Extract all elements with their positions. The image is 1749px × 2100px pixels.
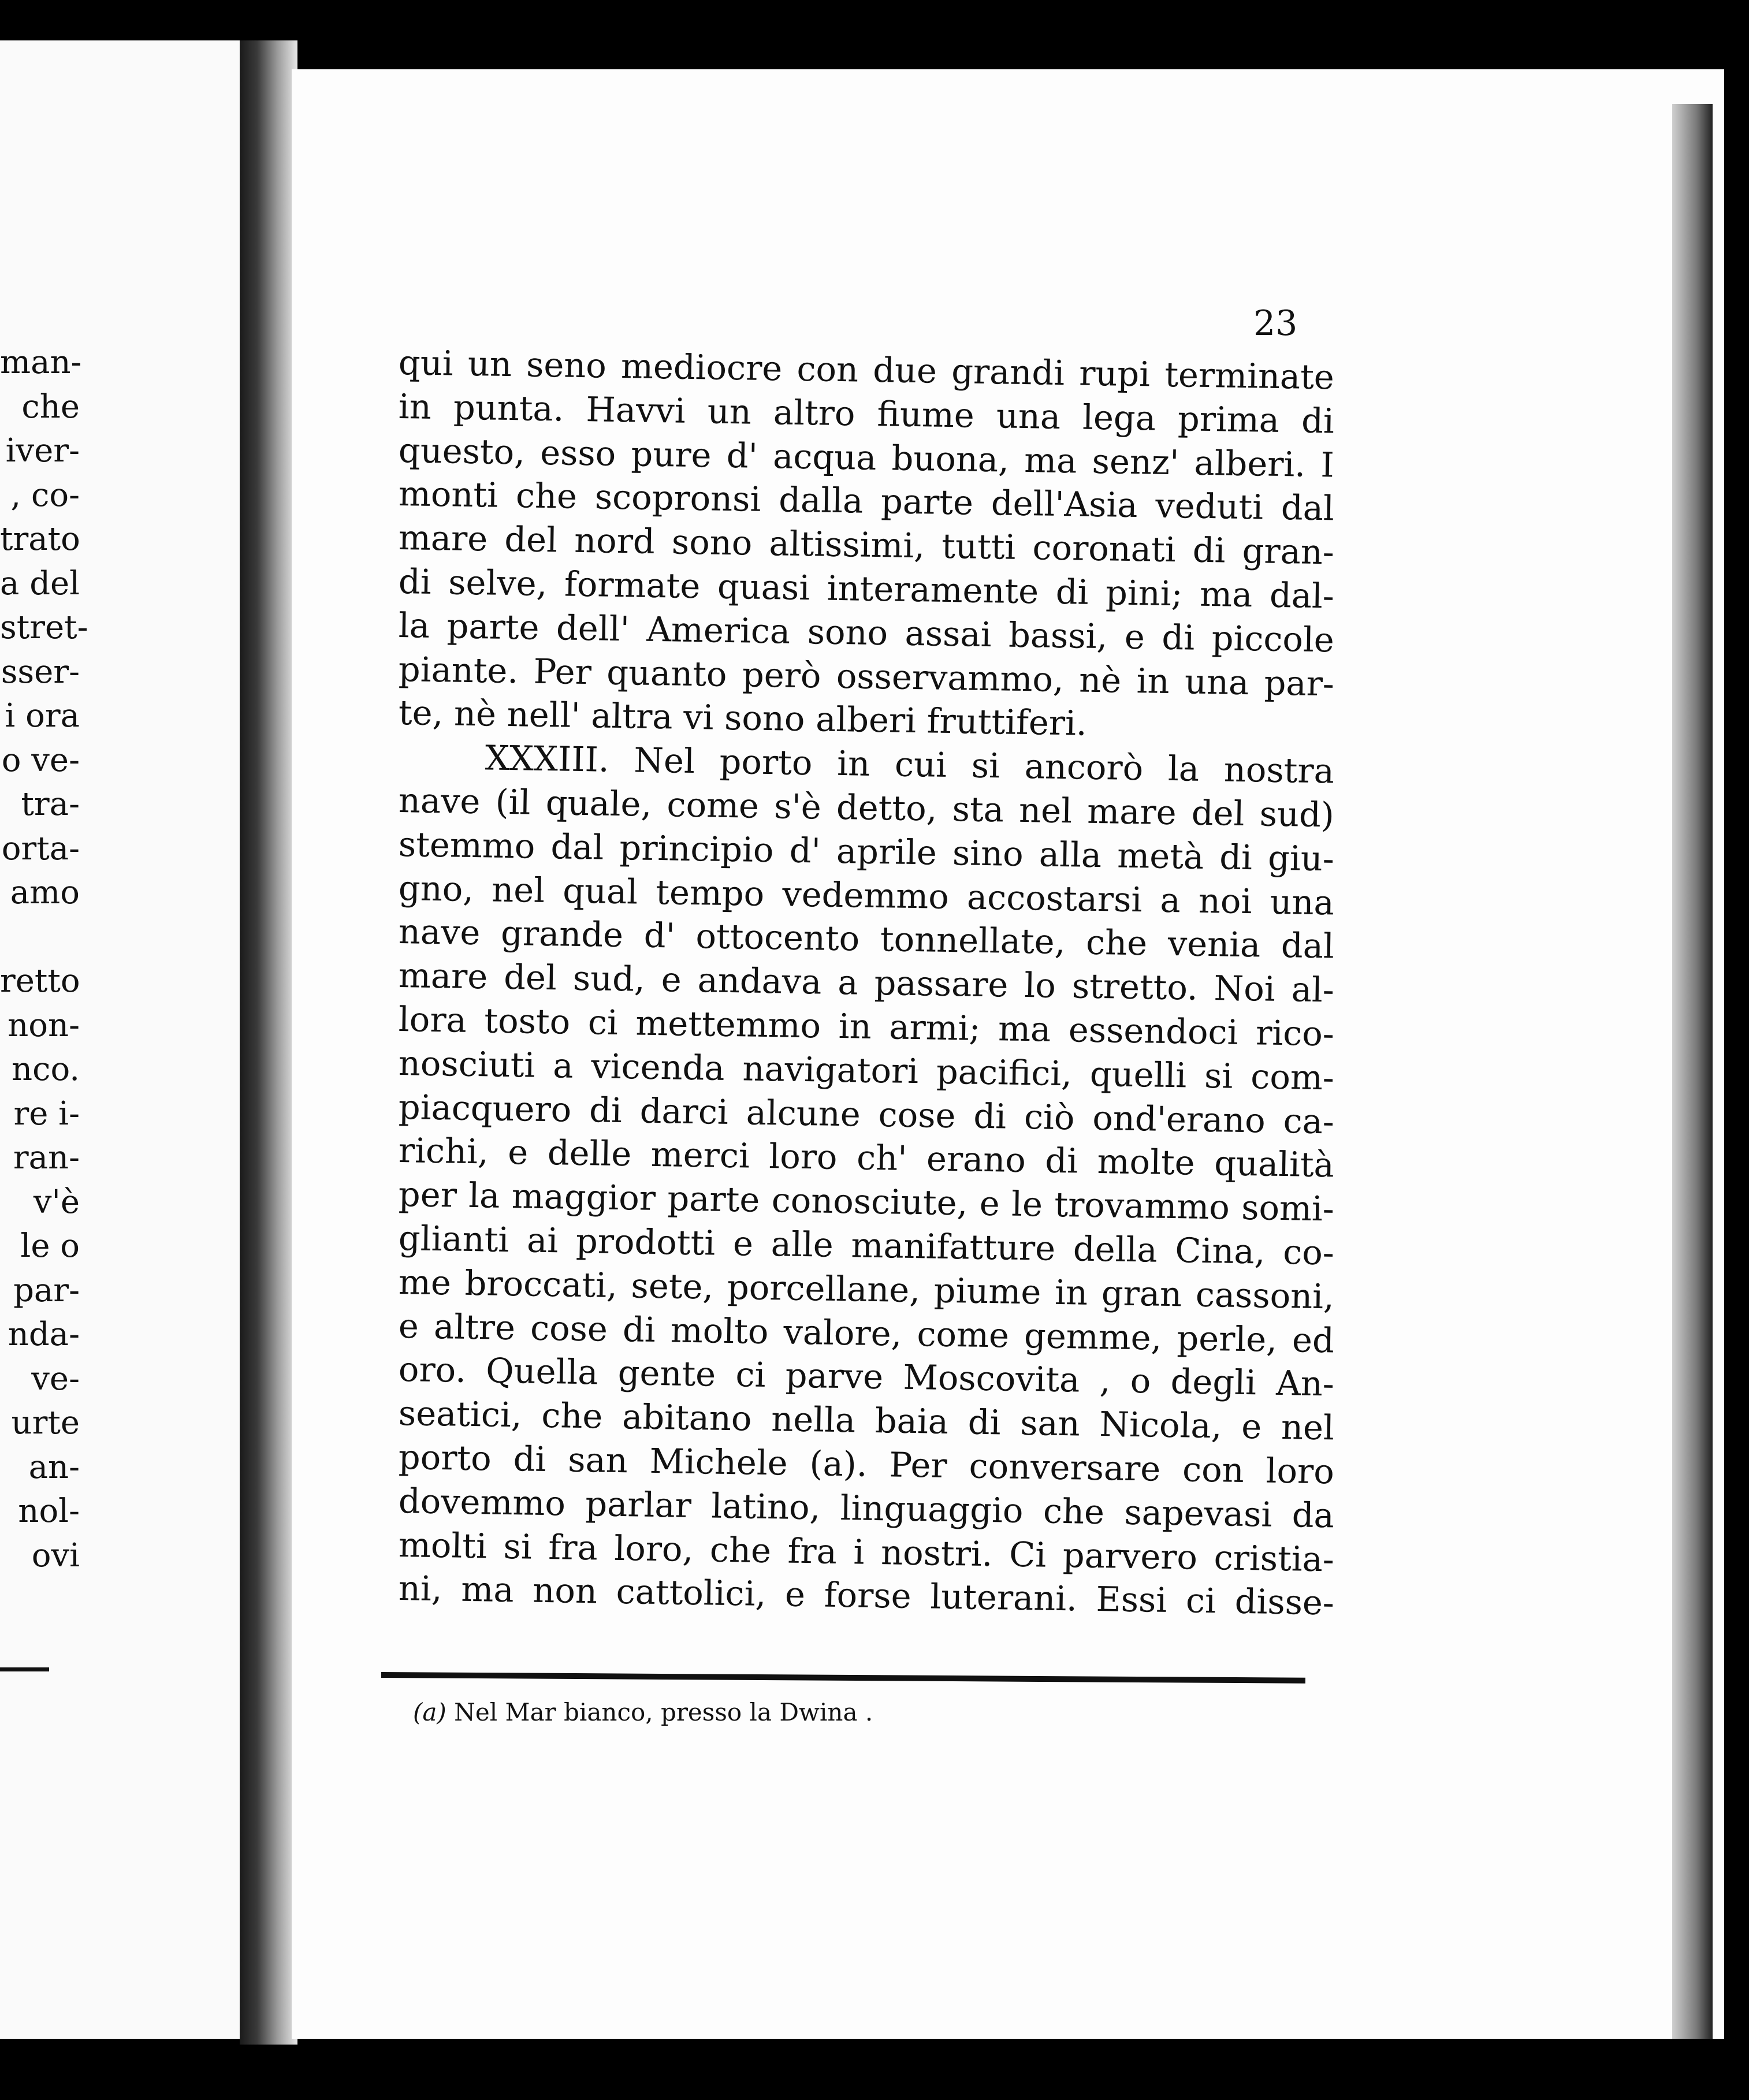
left-page-line: urte — [11, 1404, 80, 1442]
text-line: qui un seno mediocre con due grandi rupi terminate — [398, 342, 1335, 397]
text-line: porto di san Michele (a). Per conversare con loro — [398, 1436, 1335, 1492]
left-page-line: le o — [20, 1227, 80, 1265]
left-page-text — [0, 341, 88, 1578]
text-line: richi, e delle merci loro ch' erano di molte qualità — [398, 1130, 1335, 1185]
left-page-line: , co- — [10, 476, 80, 514]
left-page-line: trato — [0, 520, 80, 558]
text-line: monti che scopronsi dalla parte dell'Asia veduti dal — [398, 474, 1335, 528]
left-page-line: par- — [13, 1271, 80, 1309]
left-page-line: non- — [8, 1006, 80, 1044]
left-facing-page — [0, 40, 240, 2039]
text-line: molti si fra loro, che fra i nostri. Ci parvero cristia- — [398, 1524, 1335, 1579]
text-line: la parte dell' America sono assai bassi, e di piccole — [398, 605, 1335, 660]
left-page-line: v'è — [33, 1183, 80, 1221]
left-page-line: stret- — [0, 609, 88, 646]
left-page-line: nco. — [12, 1051, 80, 1088]
left-page-line: ve- — [31, 1360, 80, 1398]
left-page-line: nda- — [8, 1316, 80, 1353]
text-line: glianti ai prodotti e alle manifatture della Cina, co- — [398, 1217, 1335, 1273]
left-page-line: man- — [0, 344, 82, 381]
left-page-line: ovi — [31, 1536, 80, 1574]
text-line: per la maggior parte conosciute, e le trovammo somi- — [398, 1174, 1335, 1229]
text-line: oro. Quella gente ci parve Moscovita , o degli An- — [398, 1349, 1335, 1404]
text-line: stemmo dal principio d' aprile sino alla metà di giu- — [398, 824, 1335, 879]
text-line: mare del sud, e andava a passare lo stretto. Noi al- — [398, 955, 1335, 1010]
left-page-line: o ve- — [1, 741, 80, 779]
text-line: te, nè nell' altra vi sono alberi fruttiferi. — [398, 692, 1088, 744]
left-page-line: tra- — [21, 785, 80, 823]
left-page-line: iver- — [5, 432, 80, 470]
text-line: nave (il quale, come s'è detto, sta nel mare del sud) — [398, 780, 1335, 835]
text-line: nosciuti a vicenda navigatori pacifici, quelli si com- — [398, 1042, 1335, 1098]
text-line: mare del nord sono altissimi, tutti coronati di gran- — [398, 517, 1335, 572]
left-page-line: amo — [10, 874, 80, 911]
footnote — [384, 1695, 873, 1730]
section-heading-line: XXXIII. Nel porto in cui si ancorò la nostra — [485, 738, 1335, 791]
text-line: in punta. Havvi un altro fiume una lega prima di — [398, 386, 1335, 441]
page-edge-shadow — [1672, 104, 1713, 2039]
left-page-line: i ora — [5, 697, 80, 735]
left-page-line: nol- — [18, 1492, 80, 1530]
text-line: di selve, formate quasi interamente di pini; ma dal- — [398, 561, 1335, 616]
footnote-marker: (a) — [413, 1698, 446, 1726]
text-line: gno, nel qual tempo vedemmo accostarsi a noi una — [398, 867, 1335, 923]
text-line: piante. Per quanto però osservammo, nè in una par- — [398, 649, 1335, 704]
page-number: 23 — [1253, 303, 1298, 344]
left-page-line: ran- — [13, 1139, 80, 1176]
text-line: dovemmo parlar latino, linguaggio che sapevasi da — [398, 1480, 1335, 1536]
text-line: lora tosto ci mettemmo in armi; ma essendoci rico- — [398, 999, 1335, 1054]
text-line: questo, esso pure d' acqua buona, ma senz' alberi. I — [398, 430, 1335, 485]
book-gutter — [240, 40, 297, 2045]
left-page-line: sser- — [1, 653, 80, 691]
left-page-rule — [0, 1667, 49, 1671]
body-text — [398, 341, 1335, 1623]
text-line: piacquero di darci alcune cose di ciò ond'erano ca- — [398, 1086, 1335, 1141]
left-page-line: orta- — [1, 829, 80, 867]
footnote-text: Nel Mar bianco, presso la Dwina . — [454, 1698, 873, 1726]
left-page-line: che — [21, 388, 80, 426]
left-page-line — [0, 915, 80, 960]
left-page-line: a del — [0, 564, 80, 602]
text-line: ni, ma non cattolici, e forse luterani. Essi ci disse- — [398, 1568, 1335, 1623]
left-page-line: re i- — [13, 1094, 80, 1133]
left-page-line: retto — [0, 962, 80, 1000]
text-line: nave grande d' ottocento tonnellate, che venia dal — [398, 911, 1335, 966]
text-line: e altre cose di molto valore, come gemme, perle, ed — [398, 1305, 1335, 1360]
left-page-line: an- — [28, 1448, 80, 1486]
text-line: seatici, che abitano nella baia di san Nicola, e nel — [398, 1393, 1335, 1448]
text-line: me broccati, sete, porcellane, piume in gran cassoni, — [398, 1261, 1335, 1317]
